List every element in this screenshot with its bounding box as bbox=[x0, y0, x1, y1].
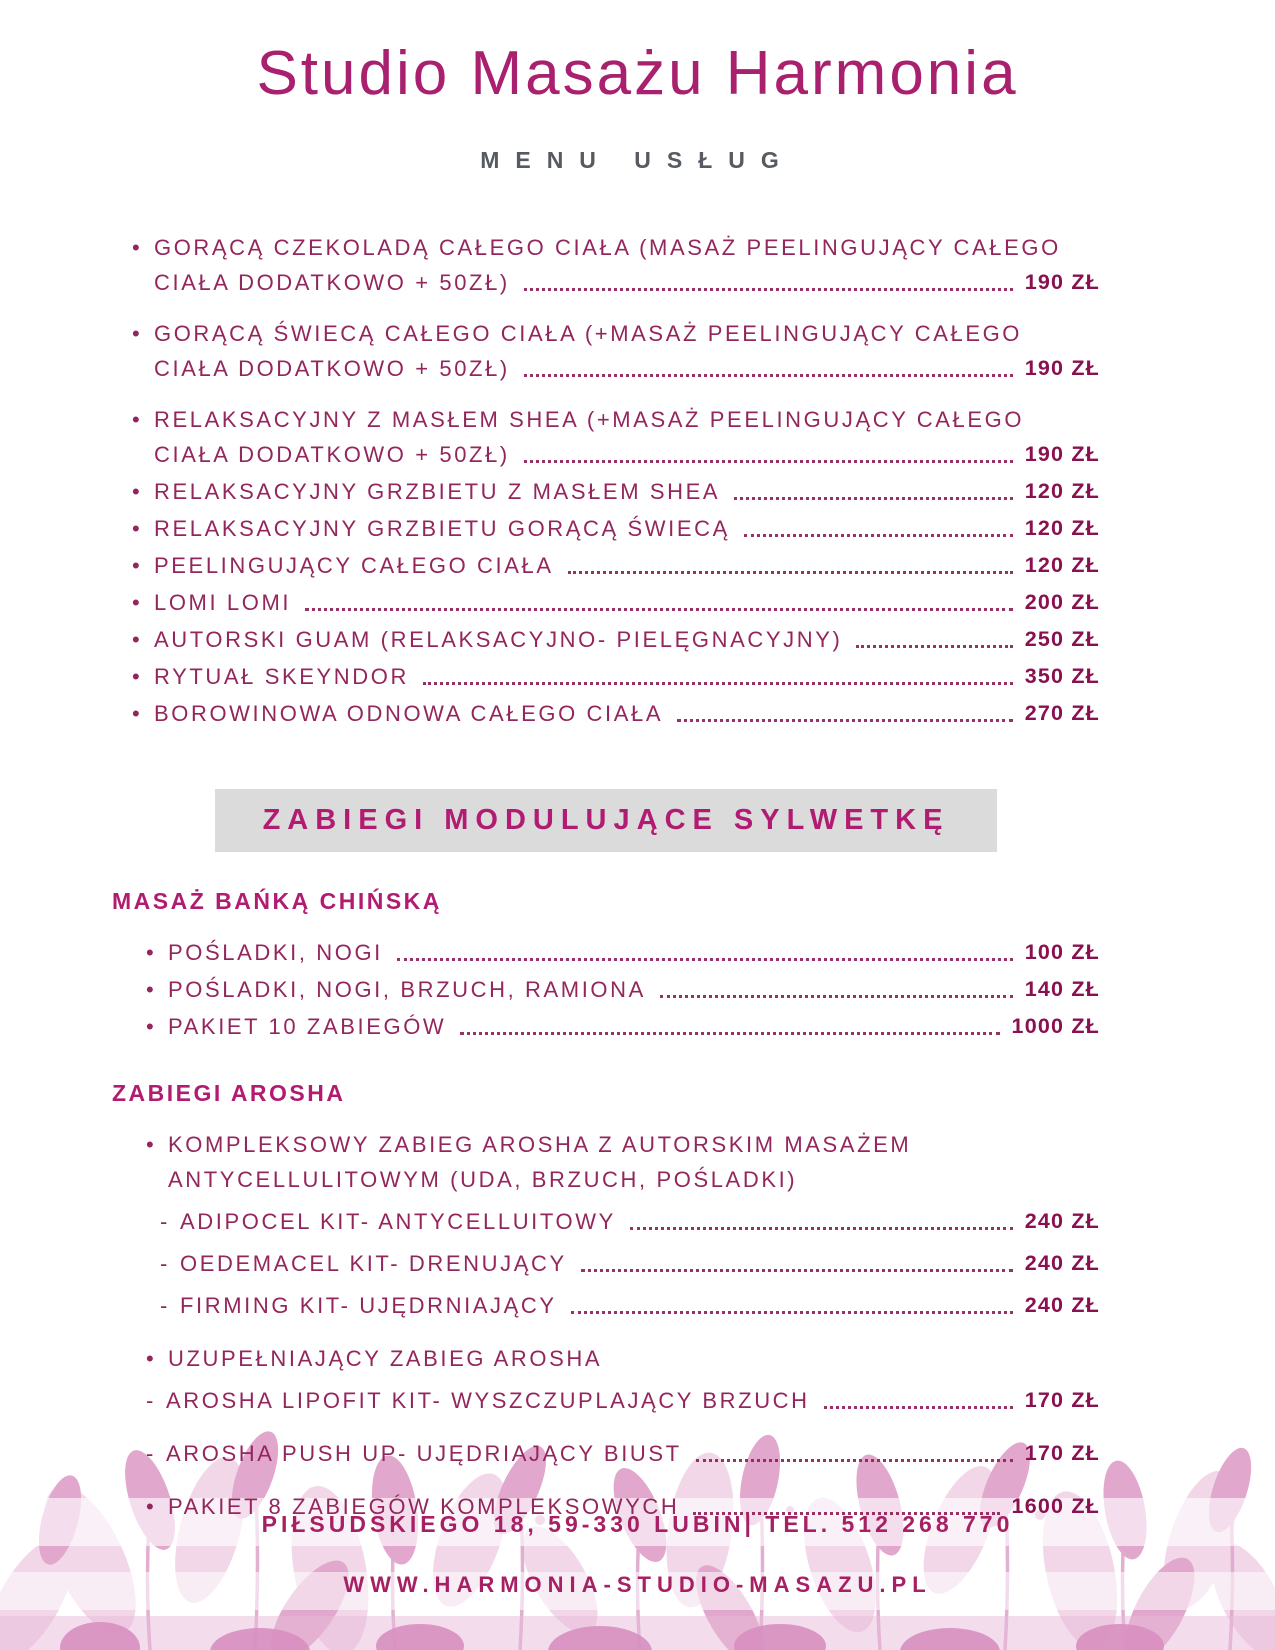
dot-leader bbox=[824, 1406, 1013, 1409]
bullet-marker: • bbox=[146, 1132, 157, 1157]
item-label: AROSHA LIPOFIT KIT- WYSZCZUPLAJĄCY BRZUCH bbox=[166, 1388, 810, 1413]
item-label: POŚLADKI, NOGI bbox=[168, 940, 383, 965]
item-label-line: KOMPLEKSOWY ZABIEG AROSHA Z AUTORSKIM MASAŻEM bbox=[168, 1132, 912, 1157]
item-label: RYTUAŁ SKEYNDOR bbox=[154, 664, 409, 689]
bullet-marker: • bbox=[132, 553, 143, 578]
menu-item bbox=[146, 972, 1100, 1007]
bullet-marker: • bbox=[132, 479, 143, 504]
item-label: LOMI LOMI bbox=[154, 590, 292, 615]
menu-item bbox=[146, 1341, 1100, 1376]
menu-item bbox=[146, 1436, 1100, 1471]
bullet-marker: • bbox=[146, 1014, 157, 1039]
item-price: 350 ZŁ bbox=[1024, 664, 1100, 688]
menu-item bbox=[132, 316, 1100, 386]
dot-leader bbox=[571, 1311, 1013, 1314]
section-banner-wrap bbox=[112, 789, 1100, 852]
item-price: 1000 ZŁ bbox=[1011, 1014, 1100, 1038]
bullet-marker: • bbox=[132, 321, 143, 346]
item-label-line: GORĄCĄ ŚWIECĄ CAŁEGO CIAŁA (+MASAŻ PEELINGUJĄCY CAŁEGO bbox=[154, 321, 1023, 346]
menu-item bbox=[146, 1127, 1100, 1197]
dot-leader bbox=[524, 374, 1013, 377]
item-label: CIAŁA DODATKOWO + 50ZŁ) bbox=[154, 442, 510, 467]
dash-marker: - bbox=[160, 1293, 170, 1318]
menu-item bbox=[160, 1288, 1100, 1323]
dot-leader bbox=[568, 571, 1013, 574]
menu-item bbox=[146, 1009, 1100, 1044]
item-price: 120 ZŁ bbox=[1024, 479, 1100, 503]
bullet-marker: • bbox=[132, 627, 143, 652]
dot-leader bbox=[305, 608, 1013, 611]
dot-leader bbox=[397, 958, 1013, 961]
dash-marker: - bbox=[160, 1251, 170, 1276]
dot-leader bbox=[460, 1032, 999, 1035]
menu-item bbox=[132, 585, 1100, 620]
item-label: PEELINGUJĄCY CAŁEGO CIAŁA bbox=[154, 553, 554, 578]
menu-item bbox=[132, 474, 1100, 509]
item-price: 190 ZŁ bbox=[1024, 356, 1100, 380]
item-label: FIRMING KIT- UJĘDRNIAJĄCY bbox=[180, 1293, 557, 1318]
bullet-marker: • bbox=[146, 1494, 157, 1519]
bullet-marker: • bbox=[146, 1346, 157, 1371]
item-label-line: GORĄCĄ CZEKOLADĄ CAŁEGO CIAŁA (MASAŻ PEELINGUJĄCY CAŁEGO bbox=[154, 235, 1061, 260]
item-price: 1600 ZŁ bbox=[1011, 1494, 1100, 1518]
item-label: AROSHA PUSH UP- UJĘDRIAJĄCY BIUST bbox=[166, 1441, 682, 1466]
subsection-heading: ZABIEGI AROSHA bbox=[112, 1080, 346, 1106]
bullet-marker: • bbox=[132, 516, 143, 541]
item-price: 170 ZŁ bbox=[1024, 1388, 1100, 1412]
item-price: 120 ZŁ bbox=[1024, 553, 1100, 577]
menu-item bbox=[146, 935, 1100, 970]
bullet-marker: • bbox=[132, 701, 143, 726]
menu-item bbox=[160, 1204, 1100, 1239]
menu-item bbox=[132, 622, 1100, 657]
dot-leader bbox=[744, 534, 1013, 537]
subsection-arosha bbox=[112, 1080, 1100, 1524]
dot-leader bbox=[696, 1459, 1013, 1462]
dot-leader bbox=[660, 995, 1013, 998]
dash-marker: - bbox=[146, 1388, 156, 1413]
footer-address: PIŁSUDSKIEGO 18, 59-330 LUBIN| TEL. 512 268 770 bbox=[261, 1511, 1014, 1537]
dot-leader bbox=[423, 682, 1013, 685]
page-subtitle: MENU USŁUG bbox=[480, 147, 795, 173]
bullet-marker: • bbox=[146, 977, 157, 1002]
item-price: 240 ZŁ bbox=[1024, 1209, 1100, 1233]
item-price: 200 ZŁ bbox=[1024, 590, 1100, 614]
bullet-marker: • bbox=[132, 407, 143, 432]
item-price: 240 ZŁ bbox=[1024, 1293, 1100, 1317]
subsection-heading: MASAŻ BAŃKĄ CHIŃSKĄ bbox=[112, 888, 442, 914]
section-banner: ZABIEGI MODULUJĄCE SYLWETKĘ bbox=[215, 789, 998, 852]
item-label: RELAKSACYJNY GRZBIETU GORĄCĄ ŚWIECĄ bbox=[154, 516, 730, 541]
menu-item bbox=[132, 548, 1100, 583]
item-price: 140 ZŁ bbox=[1024, 977, 1100, 1001]
bullet-marker: • bbox=[132, 235, 143, 260]
menu-item bbox=[132, 511, 1100, 546]
footer-website: WWW.HARMONIA-STUDIO-MASAZU.PL bbox=[343, 1572, 932, 1597]
subsection-list bbox=[112, 935, 1100, 1044]
item-label: POŚLADKI, NOGI, BRZUCH, RAMIONA bbox=[168, 977, 646, 1002]
dot-leader bbox=[581, 1269, 1013, 1272]
item-label: ADIPOCEL KIT- ANTYCELLUITOWY bbox=[180, 1209, 616, 1234]
item-label: ANTYCELLULITOWYM (UDA, BRZUCH, POŚLADKI) bbox=[168, 1167, 798, 1192]
item-label: CIAŁA DODATKOWO + 50ZŁ) bbox=[154, 270, 510, 295]
menu-content bbox=[0, 174, 1275, 1524]
item-label: OEDEMACEL KIT- DRENUJĄCY bbox=[180, 1251, 567, 1276]
bullet-marker: • bbox=[132, 664, 143, 689]
item-price: 190 ZŁ bbox=[1024, 270, 1100, 294]
item-label: UZUPEŁNIAJĄCY ZABIEG AROSHA bbox=[168, 1346, 603, 1371]
item-price: 190 ZŁ bbox=[1024, 442, 1100, 466]
item-label: RELAKSACYJNY GRZBIETU Z MASŁEM SHEA bbox=[154, 479, 721, 504]
menu-item bbox=[160, 1246, 1100, 1281]
item-price: 250 ZŁ bbox=[1024, 627, 1100, 651]
item-label: PAKIET 10 ZABIEGÓW bbox=[168, 1014, 447, 1039]
main-menu-list bbox=[112, 230, 1100, 731]
item-label: PAKIET 8 ZABIEGÓW KOMPLEKSOWYCH bbox=[168, 1494, 680, 1519]
dot-leader bbox=[524, 288, 1013, 291]
item-price: 100 ZŁ bbox=[1024, 940, 1100, 964]
menu-item bbox=[132, 659, 1100, 694]
item-label: AUTORSKI GUAM (RELAKSACYJNO- PIELĘGNACYJNY) bbox=[154, 627, 843, 652]
dot-leader bbox=[524, 460, 1013, 463]
bullet-marker: • bbox=[132, 590, 143, 615]
item-price: 170 ZŁ bbox=[1024, 1441, 1100, 1465]
menu-item bbox=[132, 230, 1100, 300]
menu-item bbox=[132, 402, 1100, 472]
page-title: Studio Masażu Harmonia bbox=[256, 39, 1019, 108]
item-price: 120 ZŁ bbox=[1024, 516, 1100, 540]
item-label: CIAŁA DODATKOWO + 50ZŁ) bbox=[154, 356, 510, 381]
dot-leader bbox=[734, 497, 1013, 500]
subsection-list bbox=[112, 1127, 1100, 1524]
menu-item bbox=[146, 1383, 1100, 1418]
dash-marker: - bbox=[146, 1441, 156, 1466]
subsection-banka-chinska bbox=[112, 888, 1100, 1044]
dash-marker: - bbox=[160, 1209, 170, 1234]
dot-leader bbox=[856, 645, 1012, 648]
item-label: BOROWINOWA ODNOWA CAŁEGO CIAŁA bbox=[154, 701, 664, 726]
bullet-marker: • bbox=[146, 940, 157, 965]
menu-item bbox=[132, 696, 1100, 731]
item-price: 240 ZŁ bbox=[1024, 1251, 1100, 1275]
item-price: 270 ZŁ bbox=[1024, 701, 1100, 725]
item-label-line: RELAKSACYJNY Z MASŁEM SHEA (+MASAŻ PEELINGUJĄCY CAŁEGO bbox=[154, 407, 1025, 432]
dot-leader bbox=[677, 719, 1013, 722]
dot-leader bbox=[630, 1227, 1013, 1230]
